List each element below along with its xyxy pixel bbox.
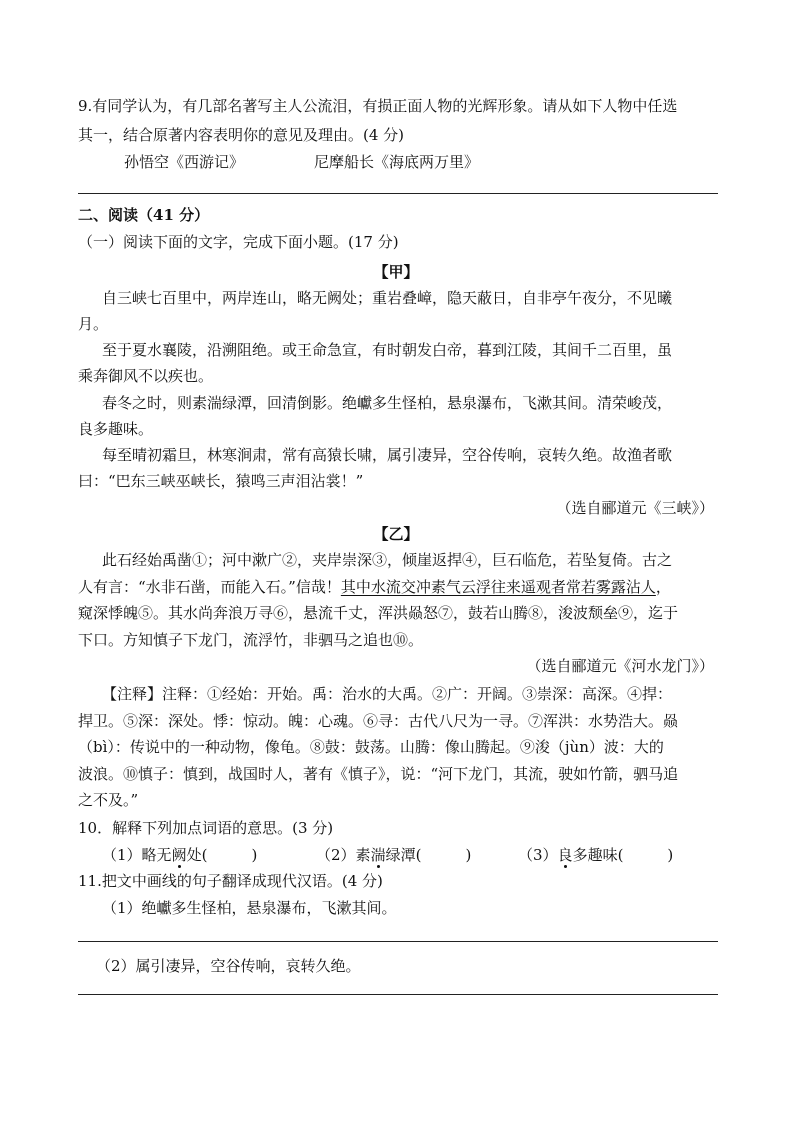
- q9-option-1: 孙悟空《西游记》: [124, 153, 245, 171]
- item-number: （2）: [316, 846, 356, 864]
- passage-a-line: 乘奔御风不以疾也。: [78, 367, 214, 385]
- underlined-sentence: 其中水流交冲素气云浮往来遥观者常若雾露沾人: [340, 578, 656, 596]
- passage-a-line: 至于夏水襄陵，沿溯阻绝。或王命急宣，有时朝发白帝，暮到江陵，其间千二百里，虽: [102, 341, 673, 359]
- item-close: ): [465, 846, 472, 864]
- passage-b-text: ，: [655, 578, 671, 596]
- passage-b-source: （选自郦道元《河水龙门》）: [526, 657, 714, 675]
- notes-line: 波浪。⑩慎子：慎到，战国时人，著有《慎子》，说：“河下龙门，其流，驶如竹箭，驷马追: [78, 765, 679, 783]
- passage-a-line: 月。: [78, 315, 109, 333]
- passage-b-line: 此石经始禹凿①；河中漱广②，夹岸崇深③，倾崖返捍④，巨石临危，若坠复倚。古之: [102, 551, 673, 569]
- passage-a-line: 良多趣味。: [78, 420, 154, 438]
- notes-line: 【注释】注释：①经始：开始。禹：治水的大禹。②广：开阔。③崇深：高深。④捍：: [102, 685, 673, 703]
- q9-line-2: 其一，结合原著内容表明你的意见及理由。(4 分): [78, 126, 405, 144]
- passage-b-line: [78, 577, 671, 597]
- answer-line[interactable]: [78, 994, 718, 995]
- passage-a-line: 曰：“巴东三峡巫峡长，猿鸣三声泪沾裳！”: [78, 472, 364, 490]
- answer-line[interactable]: [78, 193, 718, 194]
- notes-line: 捍卫。⑤深：深处。悸：惊动。魄：心魂。⑥寻：古代八尺为一寻。⑦浑洪：水势浩大。赑: [78, 712, 679, 730]
- item-number: （1）: [102, 846, 142, 864]
- q10-item-1: [102, 845, 257, 865]
- section-heading: 二、阅读（41 分）: [78, 206, 210, 224]
- item-close: ): [251, 846, 258, 864]
- item-close: ): [667, 846, 674, 864]
- q9-option-2: 尼摩船长《海底两万里》: [314, 153, 480, 171]
- item-text: 处(: [186, 846, 208, 864]
- notes-line: （bì）：传说中的一种动物，像龟。⑧鼓：鼓荡。山腾：像山腾起。⑨浚（jùn）波：大的: [78, 738, 664, 756]
- answer-line[interactable]: [78, 941, 718, 942]
- notes-line: 之不及。”: [78, 791, 139, 809]
- item-text: 多趣味(: [572, 846, 624, 864]
- passage-b-line: 下口。方知慎子下龙门，流浮竹，非驷马之追也⑩。: [78, 631, 424, 649]
- passage-b-label: 【乙】: [373, 525, 419, 543]
- q10-item-3: [518, 845, 673, 865]
- passage-a-label: 【甲】: [373, 263, 419, 281]
- section-subheading: （一）阅读下面的文字，完成下面小题。(17 分): [78, 233, 399, 251]
- item-text: 略无: [141, 846, 172, 864]
- dotted-character: 湍: [370, 846, 386, 864]
- q10-item-2: [316, 845, 471, 865]
- item-text: 绿潭(: [385, 846, 422, 864]
- q9-line-1: 9.有同学认为，有几部名著写主人公流泪，有损正面人物的光辉形象。请从如下人物中任选: [78, 97, 678, 115]
- passage-b-text: 人有言：“水非石凿，而能入石。”信哉！: [78, 578, 341, 596]
- q10-title: 10．解释下列加点词语的意思。(3 分): [78, 819, 334, 837]
- q11-item-1: （1）绝巘多生怪柏，悬泉瀑布，飞漱其间。: [102, 899, 397, 917]
- passage-b-line: 窥深悸魄⑤。其水尚奔浪万寻⑥，悬流千丈，浑洪赑怒⑦，鼓若山腾⑧，浚波颓垒⑨，迄于: [78, 604, 679, 622]
- item-number: （3）: [518, 846, 558, 864]
- passage-a-line: 自三峡七百里中，两岸连山，略无阙处；重岩叠嶂，隐天蔽日，自非亭午夜分，不见曦: [102, 289, 673, 307]
- q11-title: 11.把文中画线的句子翻译成现代汉语。(4 分): [78, 872, 383, 890]
- passage-a-line: 春冬之时，则素湍绿潭，回清倒影。绝巘多生怪柏，悬泉瀑布，飞漱其间。清荣峻茂，: [102, 394, 673, 412]
- passage-a-line: 每至晴初霜旦，林寒涧肃，常有高猿长啸，属引凄异，空谷传响，哀转久绝。故渔者歌: [102, 446, 673, 464]
- dotted-character: 良: [557, 846, 573, 864]
- passage-a-source: （选自郦道元《三峡》）: [556, 499, 714, 517]
- q11-item-2: （2）属引凄异，空谷传响，哀转久绝。: [96, 957, 361, 975]
- item-text: 素: [355, 846, 371, 864]
- dotted-character: 阙: [171, 846, 187, 864]
